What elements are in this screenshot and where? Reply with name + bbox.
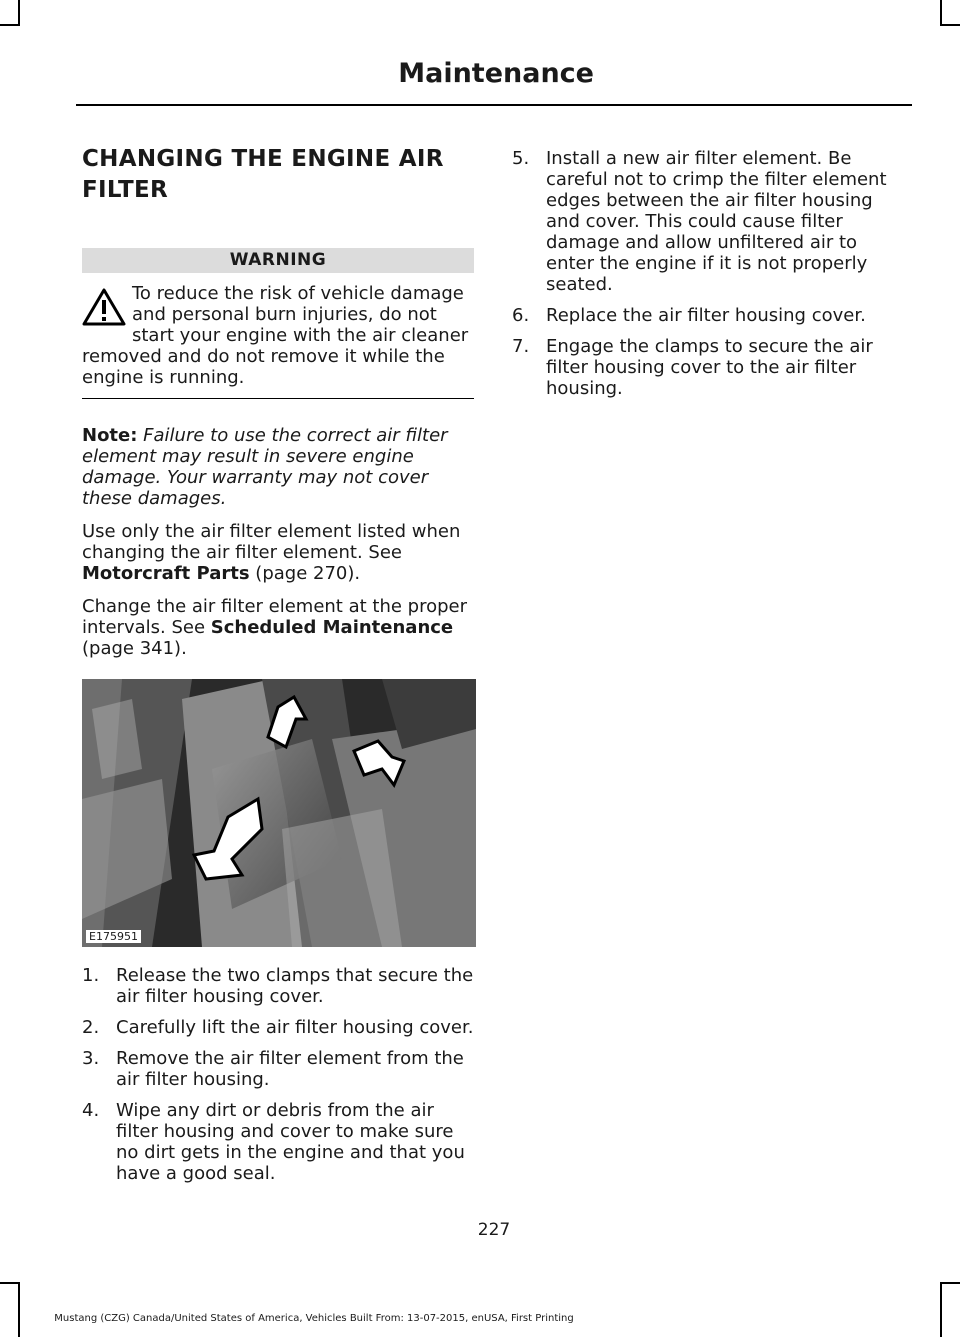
steps-list-right bbox=[512, 148, 910, 399]
warning-text: To reduce the risk of vehicle damage and personal burn injuries, do not start your engine with the air cleaner removed and do not remove it while the engine is running. bbox=[82, 283, 469, 388]
warning-triangle-icon bbox=[82, 287, 126, 327]
air-filter-figure bbox=[82, 679, 476, 947]
crop-mark bbox=[940, 24, 960, 26]
crop-mark bbox=[940, 0, 942, 26]
right-column bbox=[512, 148, 910, 409]
step-text: Remove the air filter element from the air filter housing. bbox=[116, 1048, 464, 1090]
step-number: 3. bbox=[82, 1048, 100, 1069]
list-item bbox=[82, 1017, 474, 1038]
page-header-title: Maintenance bbox=[398, 58, 594, 89]
link-scheduled-maintenance[interactable]: Scheduled Maintenance bbox=[210, 617, 454, 638]
warning-header: WARNING bbox=[82, 248, 474, 273]
crop-mark bbox=[940, 1282, 942, 1337]
step-text: Engage the clamps to secure the air filter housing cover to the air filter housing. bbox=[546, 336, 873, 399]
paragraph-text: Change the air filter element at the proper intervals. See bbox=[82, 596, 468, 638]
section-title-line2: FILTER bbox=[82, 177, 169, 203]
crop-mark bbox=[940, 1282, 960, 1284]
step-number: 1. bbox=[82, 965, 100, 986]
link-motorcraft-parts[interactable]: Motorcraft Parts bbox=[82, 563, 250, 584]
crop-mark bbox=[0, 24, 20, 26]
step-text: Wipe any dirt or debris from the air filter housing and cover to make sure no dirt gets in the engine and that you have a good seal. bbox=[116, 1100, 465, 1184]
list-item bbox=[512, 148, 910, 295]
crop-mark bbox=[0, 1282, 20, 1284]
section-title bbox=[82, 144, 474, 206]
steps-list-left bbox=[82, 965, 474, 1184]
note-text: Failure to use the correct air filter element may result in severe engine damage. Your warranty may not cover these damages. bbox=[82, 425, 448, 509]
page-number: 227 bbox=[477, 1220, 511, 1240]
list-item bbox=[82, 965, 474, 1007]
page-reference: (page 341). bbox=[82, 638, 187, 659]
list-item bbox=[82, 1048, 474, 1090]
crop-mark bbox=[18, 0, 20, 26]
page-footer: Mustang (CZG) Canada/United States of America, Vehicles Built From: 13-07-2015, enUSA, First Printing bbox=[54, 1313, 574, 1324]
note-paragraph bbox=[82, 425, 474, 509]
warning-box bbox=[82, 283, 474, 399]
step-number: 6. bbox=[512, 305, 530, 326]
page-reference: (page 270). bbox=[249, 563, 361, 584]
step-text: Carefully lift the air filter housing cover. bbox=[116, 1017, 474, 1038]
engine-bay-illustration bbox=[82, 679, 476, 947]
header-rule bbox=[76, 104, 912, 106]
left-column bbox=[82, 144, 474, 1194]
step-number: 5. bbox=[512, 148, 530, 169]
step-number: 2. bbox=[82, 1017, 100, 1038]
list-item bbox=[512, 305, 910, 326]
list-item bbox=[512, 336, 910, 399]
paragraph-intervals bbox=[82, 596, 474, 659]
note-label: Note: bbox=[82, 425, 138, 446]
section-title-line1: CHANGING THE ENGINE AIR bbox=[82, 146, 444, 172]
step-text: Release the two clamps that secure the air filter housing cover. bbox=[116, 965, 474, 1007]
list-item bbox=[82, 1100, 474, 1184]
figure-label: E175951 bbox=[86, 930, 141, 943]
step-number: 4. bbox=[82, 1100, 100, 1121]
paragraph-filter-element bbox=[82, 521, 474, 584]
paragraph-text: Use only the air filter element listed when changing the air filter element. See bbox=[82, 521, 461, 563]
crop-mark bbox=[18, 1282, 20, 1337]
step-text: Replace the air filter housing cover. bbox=[546, 305, 866, 326]
step-number: 7. bbox=[512, 336, 530, 357]
step-text: Install a new air filter element. Be careful not to crimp the filter element edges between the air filter housing and cover. This could cause filter damage and allow unfiltered air to enter the engine if it is not properly seated. bbox=[546, 148, 887, 295]
